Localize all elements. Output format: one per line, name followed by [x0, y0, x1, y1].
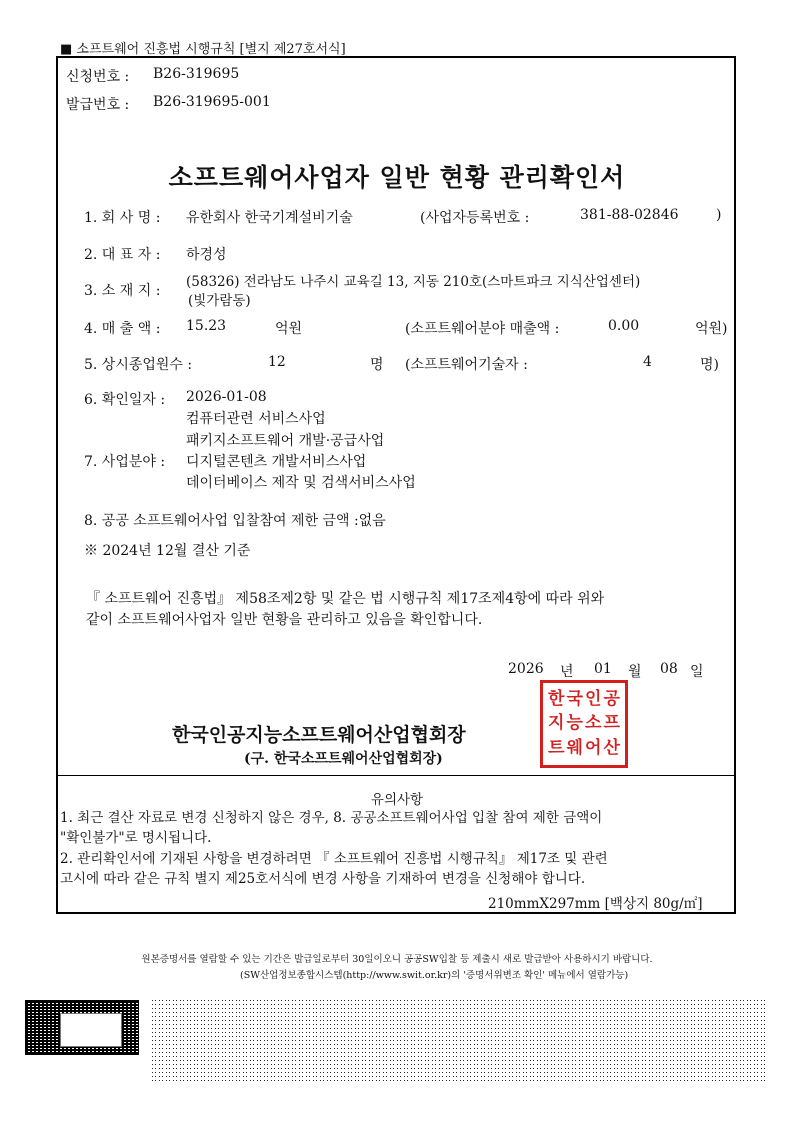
biz-field-item: 컴퓨터관련 서비스사업 — [186, 411, 326, 427]
sw-tech-value: 4 — [643, 354, 652, 370]
sw-sales-unit: 억원) — [695, 321, 728, 337]
sw-tech-label: (소프트웨어기술자 : — [405, 357, 528, 373]
notes-heading: 유의사항 — [370, 792, 424, 808]
notes-divider — [56, 775, 736, 776]
date-month-unit: 월 — [628, 664, 642, 680]
seal-char: 어 — [585, 738, 602, 759]
address-label: 3. 소 재 지 : — [84, 283, 161, 299]
footer-line-2: (SW산업정보종합시스템(http://www.swit.or.kr)의 '증명서위변조 확인' 메뉴에서 열람가능) — [240, 970, 629, 981]
sales-value: 15.23 — [186, 318, 227, 334]
note-line-4: 고시에 따라 같은 규칙 별지 제25호서식에 변경 사항을 기재하여 변경을 신청해야 합니다. — [60, 871, 586, 887]
seal-char: 트 — [548, 738, 565, 759]
ceo-value: 하경성 — [186, 247, 227, 263]
company-value: 유한회사 한국기계설비기술 — [186, 210, 353, 226]
statement-line-2: 같이 소프트웨어사업자 일반 현황을 관리하고 있음을 확인합니다. — [86, 612, 483, 628]
seal-char: 웨 — [566, 738, 583, 759]
issuer-name: 한국인공지능소프트웨어산업협회장 — [172, 724, 466, 746]
date-day: 08 — [660, 661, 678, 677]
employees-unit: 명 — [370, 357, 384, 373]
issuer-former-name: (구. 한국소프트웨어산업협회장) — [244, 751, 443, 767]
application-number-label: 신청번호 : — [66, 69, 130, 85]
date-month: 01 — [594, 661, 612, 677]
ceo-label: 2. 대 표 자 : — [84, 247, 161, 263]
note-line-2: "확인불가"로 명시됩니다. — [60, 830, 212, 846]
biz-reg-label: (사업자등록번호 : — [420, 210, 530, 226]
confirm-date-value: 2026-01-08 — [186, 389, 267, 405]
seal-char: 공 — [603, 688, 620, 709]
seal-char: 능 — [566, 713, 583, 734]
sales-label: 4. 매 출 액 : — [84, 321, 161, 337]
biz-reg-value: 381-88-02846 — [580, 207, 679, 223]
issue-number-label: 발급번호 : — [66, 97, 130, 113]
note-line-1: 1. 최근 결산 자료로 변경 신청하지 않은 경우, 8. 공공소프트웨어사업 입찰 참여 제한 금액이 — [60, 810, 603, 826]
paper-spec: 210mmX297mm [백상지 80g/㎡] — [488, 896, 703, 912]
date-year-unit: 년 — [560, 664, 574, 680]
seal-char: 프 — [603, 713, 620, 734]
company-label: 1. 회 사 명 : — [84, 210, 161, 226]
seal-char: 산 — [603, 738, 620, 759]
confirm-date-label: 6. 확인일자 : — [84, 392, 166, 408]
address-line-1: (58326) 전라남도 나주시 교육길 13, 지동 210호(스마트파크 지식산업센터) — [186, 274, 641, 290]
qr-code-window — [60, 1013, 122, 1047]
date-day-unit: 일 — [690, 664, 704, 680]
biz-field-label: 7. 사업분야 : — [84, 454, 166, 470]
note-line-3: 2. 관리확인서에 기재된 사항을 변경하려면 『 소프트웨어 진흥법 시행규칙』 제17조 및 관련 — [60, 851, 608, 867]
address-line-2: (빛가람동) — [188, 293, 251, 309]
document-title: 소프트웨어사업자 일반 현황 관리확인서 — [168, 163, 626, 192]
qr-code-icon — [25, 1000, 139, 1055]
sw-tech-unit: 명) — [700, 357, 719, 373]
settlement-basis: ※ 2024년 12월 결산 기준 — [84, 543, 251, 559]
date-year: 2026 — [508, 661, 544, 677]
biz-field-item: 데이터베이스 제작 및 검색서비스사업 — [186, 475, 416, 491]
sw-sales-label: (소프트웨어분야 매출액 : — [405, 321, 560, 337]
biz-field-item: 패키지소프트웨어 개발·공급사업 — [186, 433, 385, 449]
sw-sales-value: 0.00 — [608, 318, 640, 334]
form-reference: ■ 소프트웨어 진흥법 시행규칙 [별지 제27호서식] — [60, 42, 346, 57]
official-seal — [540, 680, 628, 768]
employees-label: 5. 상시종업원수 : — [84, 357, 193, 373]
seal-char: 한 — [548, 688, 565, 709]
footer-line-1: 원본증명서를 열람할 수 있는 기간은 발급일로부터 30일이오니 공공SW입찰 등 제출시 새로 발급받아 사용하시기 바랍니다. — [141, 954, 653, 965]
biz-reg-close: ) — [716, 207, 722, 223]
biz-field-item: 디지털콘텐츠 개발서비스사업 — [186, 454, 367, 470]
statement-line-1: 『 소프트웨어 진흥법』 제58조제2항 및 같은 법 시행규칙 제17조제4항에 따라 위와 — [86, 591, 605, 607]
sales-unit: 억원 — [275, 321, 303, 337]
seal-char: 소 — [585, 713, 602, 734]
seal-char: 국 — [566, 688, 583, 709]
verification-barcode-icon — [152, 1000, 768, 1084]
seal-char: 지 — [548, 713, 565, 734]
issue-number: B26-319695-001 — [153, 94, 271, 110]
employees-value: 12 — [268, 354, 286, 370]
application-number: B26-319695 — [153, 66, 240, 82]
seal-char: 인 — [585, 688, 602, 709]
bid-limit: 8. 공공 소프트웨어사업 입찰참여 제한 금액 :없음 — [84, 513, 386, 529]
